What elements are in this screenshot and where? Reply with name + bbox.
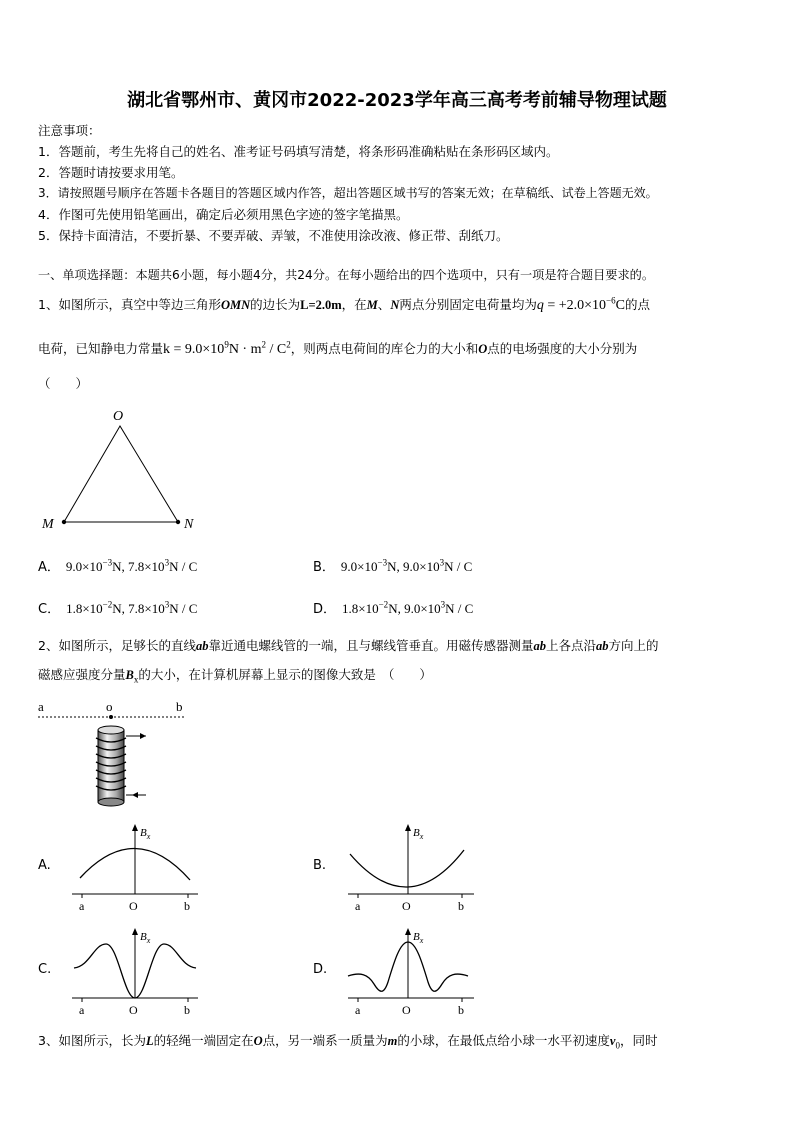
graph-b-label[interactable]: B. — [313, 858, 327, 873]
notice-item: 3．请按照题号顺序在答题卡各题目的答题区域内作答，超出答题区域书写的答案无效；在草稿纸、试卷上答题无效。 — [38, 186, 658, 200]
label-a: a — [38, 699, 44, 714]
curve — [350, 850, 464, 887]
solenoid-bottom — [98, 798, 124, 806]
q1-line1: 1、如图所示，真空中等边三角形OMN的边长为L=2.0m，在M、N两点分别固定电荷量均为$q = +2.0\times 10^{-6}C$的点 — [38, 295, 650, 313]
tick-a: a — [79, 1003, 85, 1017]
q1-line2: 电荷，已知静电力常量$k = 9.0\times 10^9N \cdot m^2 / C^2$，则两点电荷间的库仑力的大小和O点的电场强度的大小分别为 — [38, 339, 638, 357]
label-b: b — [176, 699, 183, 714]
arrow-up-icon — [405, 824, 411, 831]
triangle-omn — [64, 426, 178, 522]
tick-a: a — [79, 899, 85, 913]
graph-d-label[interactable]: D. — [313, 962, 328, 977]
q1-option-a[interactable]: A． $9.0\times 10^{-3}N$, $7.8\times 10^3N / C$ — [38, 557, 198, 575]
notice-item: 4．作图可先使用铅笔画出，确定后必须用黑色字迹的签字笔描黑。 — [38, 207, 409, 222]
arrow-up-icon — [132, 928, 138, 935]
section-heading: 一、单项选择题：本题共6小题，每小题4分，共24分。在每小题给出的四个选项中，只有一项是符合题目要求的。 — [38, 268, 655, 282]
charge-m — [62, 520, 66, 524]
tick-o: O — [129, 899, 138, 913]
tick-b: b — [184, 1003, 190, 1017]
graph-c-label[interactable]: C. — [38, 962, 52, 977]
notice-heading: 注意事项： — [38, 123, 101, 138]
arrow-right-icon — [140, 733, 146, 739]
axis-label-b: $B_x$ — [140, 931, 151, 945]
graph-a-label[interactable]: A. — [38, 858, 51, 873]
solenoid-figure — [34, 698, 204, 810]
axis-label-b: $B_x$ — [140, 827, 151, 841]
triangle-figure — [36, 402, 206, 537]
tick-o: O — [402, 899, 411, 913]
axis-label-b: $B_x$ — [413, 931, 424, 945]
q2-line1: 2、如图所示，足够长的直线ab靠近通电螺线管的一端，且与螺线管垂直。用磁传感器测量ab上各点沿ab方向上的 — [38, 638, 659, 653]
notice-item: 1．答题前，考生先将自己的姓名、准考证号码填写清楚，将条形码准确粘贴在条形码区域内。 — [38, 144, 559, 159]
label-n: N — [184, 517, 194, 532]
arrow-up-icon — [405, 928, 411, 935]
label-m: M — [42, 517, 54, 532]
tick-a: a — [355, 899, 361, 913]
tick-b: b — [184, 899, 190, 913]
charge-n — [176, 520, 180, 524]
graph-c[interactable] — [64, 922, 204, 1018]
axis-label-b: $B_x$ — [413, 827, 424, 841]
q1-paren: （ ） — [38, 376, 89, 391]
graph-d[interactable] — [340, 922, 480, 1018]
tick-o: O — [402, 1003, 411, 1017]
point-o — [109, 715, 113, 719]
page-title: 湖北省鄂州市、黄冈市2022-2023学年高三高考考前辅导物理试题 — [127, 90, 667, 111]
q3-line1: 3、如图所示，长为L的轻绳一端固定在O点，另一端系一质量为m的小球，在最低点给小球一水平初速度$v_0$，同时 — [38, 1033, 658, 1051]
graph-a[interactable] — [64, 818, 204, 914]
tick-o: O — [129, 1003, 138, 1017]
label-o: O — [113, 409, 124, 424]
notice-item: 5．保持卡面清洁，不要折暴、不要弄破、弄皱，不准使用涂改液、修正带、刮纸刀。 — [38, 228, 509, 243]
tick-a: a — [355, 1003, 361, 1017]
solenoid-top — [98, 726, 124, 734]
q1-option-c[interactable]: C． $1.8\times 10^{-2}N$, $7.8\times 10^3N / C$ — [38, 599, 198, 617]
graph-b[interactable] — [340, 818, 480, 914]
q2-line2: 磁感应强度分量$B_x$的大小，在计算机屏幕上显示的图像大致是 （ ） — [38, 667, 432, 685]
arrow-left-icon — [132, 792, 138, 798]
tick-b: b — [458, 1003, 464, 1017]
arrow-up-icon — [132, 824, 138, 831]
tick-b: b — [458, 899, 464, 913]
q1-option-b[interactable]: B． $9.0\times 10^{-3}N$, $9.0\times 10^3N / C$ — [313, 557, 473, 575]
q1-option-d[interactable]: D． $1.8\times 10^{-2}N$, $9.0\times 10^3N / C$ — [313, 599, 474, 617]
label-o: o — [106, 699, 113, 714]
notice-item: 2．答题时请按要求用笔。 — [38, 165, 184, 180]
